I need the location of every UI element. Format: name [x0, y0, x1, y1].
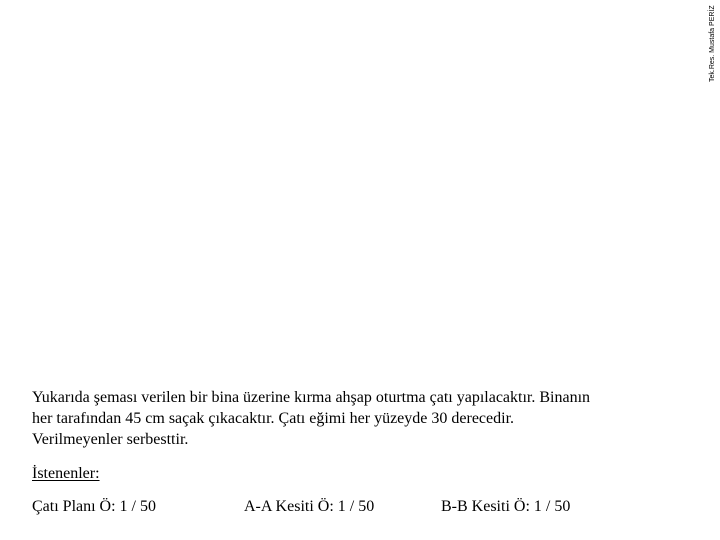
task-description — [32, 387, 692, 450]
requirement-roof-plan: Çatı Planı Ö: 1 / 50 — [32, 498, 156, 515]
author-credit: Tek.Res. Mustafa PERİZ — [709, 5, 716, 82]
requirement-section-b: B-B Kesiti Ö: 1 / 50 — [441, 498, 571, 515]
description-line: Verilmeyenler serbesttir. — [32, 431, 189, 448]
requirements-heading: İstenenler: — [32, 465, 100, 482]
requirement-section-a: A-A Kesiti Ö: 1 / 50 — [244, 498, 375, 515]
description-line: her tarafından 45 cm saçak çıkacaktır. Çatı eğimi her yüzeyde 30 derecedir. — [32, 410, 515, 427]
description-line: Yukarıda şeması verilen bir bina üzerine kırma ahşap oturtma çatı yapılacaktır. Binanın — [32, 389, 591, 406]
